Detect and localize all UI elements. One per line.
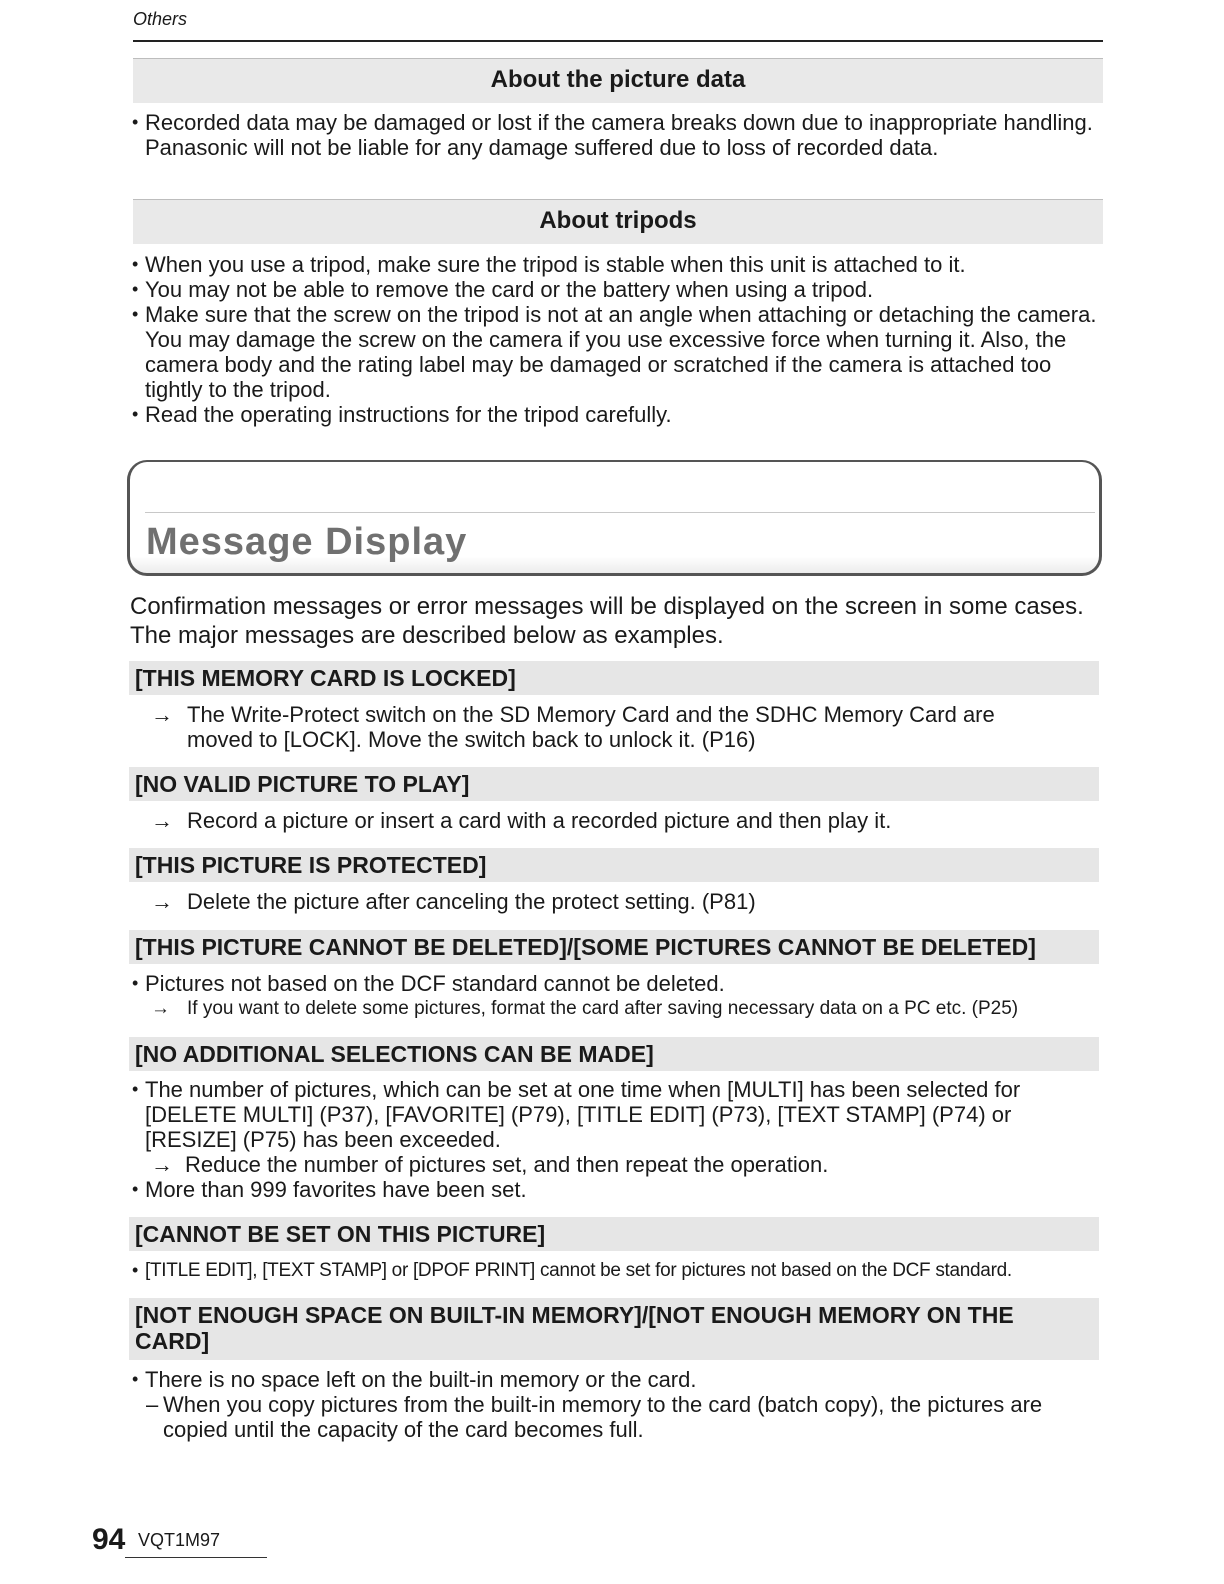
list-item: • Pictures not based on the DCF standard cannot be deleted. [133, 971, 1108, 996]
arrow-icon: → [151, 808, 173, 833]
message-body [133, 971, 1108, 1021]
tripods-text [133, 252, 1103, 427]
list-item: • Make sure that the screw on the tripod is not at an angle when attaching or detaching the camera. You may damage the screw on the camera if you use excessive force when turning it. Also, the camera body and the rating label may be damaged or scratched if the camera is attached too tightly to the tripod. [133, 302, 1103, 402]
message-line: Record a picture or insert a card with a recorded picture and then play it. [187, 808, 892, 833]
list-item: • [TITLE EDIT], [TEXT STAMP] or [DPOF PRINT] cannot be set for pictures not based on the DCF standard. [133, 1258, 1108, 1283]
header-rule [133, 40, 1103, 42]
message-line: [RESIZE] (P75) has been exceeded. [145, 1127, 501, 1152]
message-line: copied until the capacity of the card becomes full. [163, 1417, 644, 1442]
footer-rule [125, 1557, 267, 1558]
section-title-tripods: About tripods [133, 199, 1103, 244]
page-number: 94 [92, 1523, 126, 1556]
list-item: • Recorded data may be damaged or lost if the camera breaks down due to inappropriate handling. Panasonic will not be liable for any damage suffered due to loss of recorded data. [133, 110, 1103, 160]
message-body [133, 808, 1108, 833]
message-line: The Write-Protect switch on the SD Memory Card and the SDHC Memory Card are [187, 702, 995, 727]
message-body [133, 889, 1108, 914]
arrow-icon: → [151, 1152, 173, 1177]
message-body [133, 1258, 1108, 1283]
intro-line: Confirmation messages or error messages will be displayed on the screen in some cases. [130, 593, 1084, 620]
running-head: Others [133, 9, 188, 29]
message-heading: [NO ADDITIONAL SELECTIONS CAN BE MADE] [129, 1037, 1099, 1071]
message-body [133, 702, 1108, 752]
list-item: • There is no space left on the built-in memory or the card. [133, 1367, 1108, 1392]
list-item: • Read the operating instructions for the tripod carefully. [133, 402, 1103, 427]
message-line: If you want to delete some pictures, format the card after saving necessary data on a PC etc. (P25) [187, 998, 1019, 1019]
message-heading: [THIS PICTURE CANNOT BE DELETED]/[SOME PICTURES CANNOT BE DELETED] [129, 930, 1099, 964]
message-display-divider [145, 512, 1095, 513]
message-line: Delete the picture after canceling the protect setting. (P81) [187, 889, 756, 914]
arrow-icon: → [151, 889, 173, 914]
arrow-icon: → [151, 702, 173, 727]
message-line: Reduce the number of pictures set, and then repeat the operation. [185, 1152, 829, 1177]
intro-text [130, 592, 1110, 650]
message-line: • The number of pictures, which can be set at one time when [MULTI] has been selected for [145, 1077, 1021, 1102]
message-line: When you copy pictures from the built-in memory to the card (batch copy), the pictures are [163, 1392, 1043, 1417]
message-heading: [THIS MEMORY CARD IS LOCKED] [129, 661, 1099, 695]
message-heading: [THIS PICTURE IS PROTECTED] [129, 848, 1099, 882]
message-body [133, 1077, 1108, 1202]
list-item: • More than 999 favorites have been set. [133, 1177, 1108, 1202]
message-body [133, 1367, 1108, 1442]
list-item: • You may not be able to remove the card or the battery when using a tripod. [133, 277, 1103, 302]
message-heading: [NOT ENOUGH SPACE ON BUILT-IN MEMORY]/[NOT ENOUGH MEMORY ON THE CARD] [129, 1298, 1099, 1360]
list-item [133, 1077, 1108, 1152]
message-line: [DELETE MULTI] (P37), [FAVORITE] (P79), [TITLE EDIT] (P73), [TEXT STAMP] (P74) or [145, 1102, 1012, 1127]
page-title: Message Display [146, 521, 468, 563]
message-heading: [NO VALID PICTURE TO PLAY] [129, 767, 1099, 801]
list-item: • When you use a tripod, make sure the tripod is stable when this unit is attached to it. [133, 252, 1103, 277]
dash-marker: – [146, 1392, 159, 1417]
document-code: VQT1M97 [138, 1530, 221, 1550]
message-heading: [CANNOT BE SET ON THIS PICTURE] [129, 1217, 1099, 1251]
intro-line: The major messages are described below as examples. [130, 622, 724, 649]
arrow-icon: → [151, 998, 170, 1019]
message-line: moved to [LOCK]. Move the switch back to unlock it. (P16) [187, 727, 756, 752]
picture-data-text [133, 110, 1103, 160]
section-title-picture-data: About the picture data [133, 58, 1103, 103]
